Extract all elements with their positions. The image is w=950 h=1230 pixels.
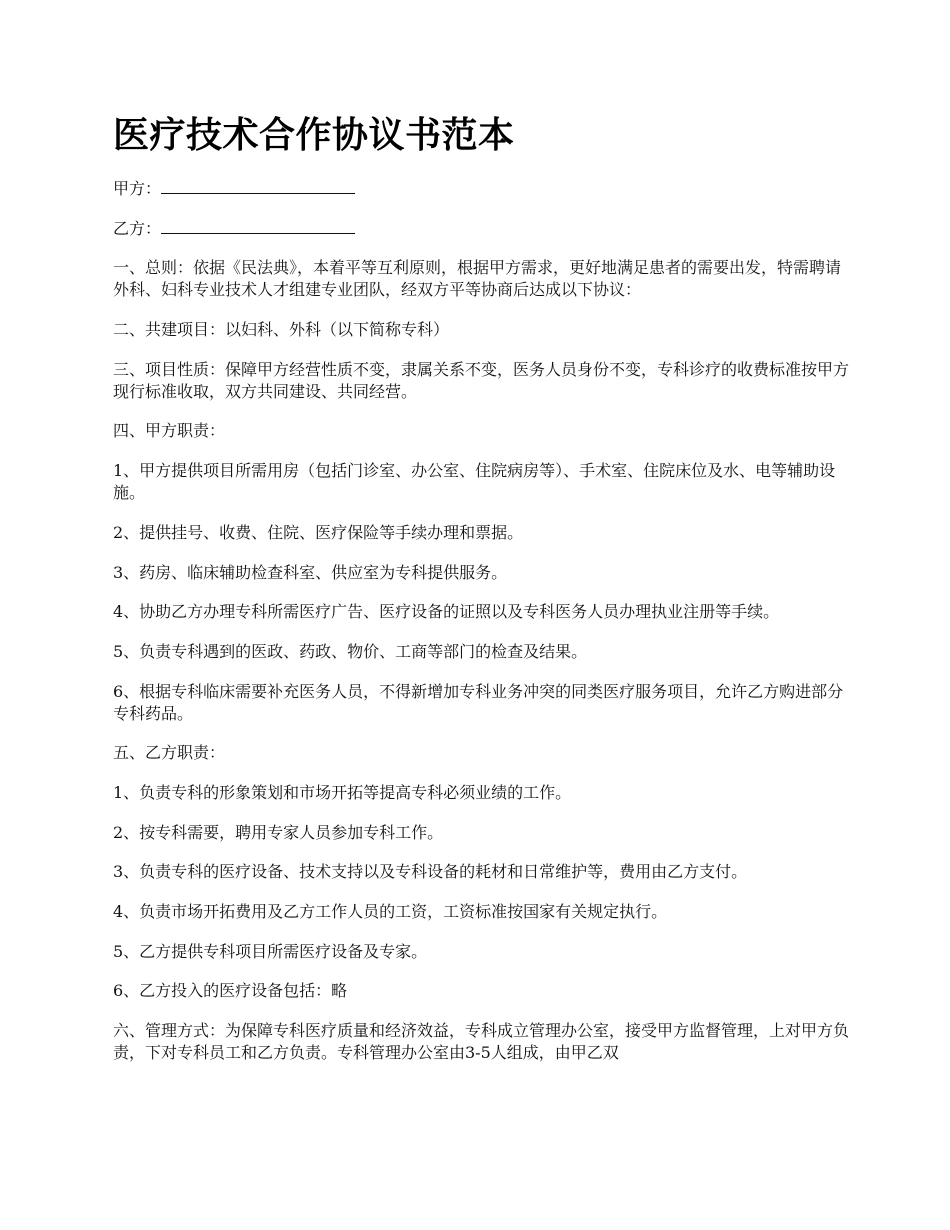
heading-party-b-duties: 五、乙方职责： [113,743,226,763]
party-a-label: 甲方： [113,179,162,198]
party-a-duty-2: 2、提供挂号、收费、住院、医疗保险等手续办理和票据。 [113,522,524,542]
party-b-duty-4: 4、负责市场开拓费用及乙方工作人员的工资，工资标准按国家有关规定执行。 [113,902,668,921]
paragraph-management: 六、管理方式：为保障专科医疗质量和经济效益，专科成立管理办公室，接受甲方监督管理，上对甲方负责，下对专科员工和乙方负责。专科管理办公室由3-5人组成，由甲乙双 [113,1021,850,1063]
party-b-duty-6: 6、乙方投入的医疗设备包括：略 [113,981,348,1001]
party-a-duty-1: 1、甲方提供项目所需用房（包括门诊室、办公室、住院病房等）、手术室、住院床位及水、电等辅助设施。 [113,461,836,503]
party-b-duty-1: 1、负责专科的形象策划和市场开拓等提高专科必须业绩的工作。 [113,782,572,802]
party-b-duty-5: 5、乙方提供专科项目所需医疗设备及专家。 [113,941,428,961]
party-a-blank [161,179,355,194]
paragraph-nature: 三、项目性质：保障甲方经营性质不变，隶属关系不变，医务人员身份不变，专科诊疗的收费标准按甲方现行标准收取，双方共同建设、共同经营。 [113,359,850,401]
party-b-line [113,218,853,240]
party-a-duty-6: 6、根据专科临床需要补充医务人员，不得新增加专科业务冲突的同类医疗服务项目，允许乙方购进部分专科药品。 [113,681,844,723]
document-title: 医疗技术合作协议书范本 [113,115,515,156]
party-b-blank [161,219,355,234]
party-a-duty-4: 4、协助乙方办理专科所需医疗广告、医疗设备的证照以及专科医务人员办理执业注册等手续。 [113,602,780,622]
party-b-label: 乙方： [113,218,162,238]
party-b-duty-2: 2、按专科需要，聘用专家人员参加专科工作。 [113,822,444,842]
party-a-duty-5: 5、负责专科遇到的医政、药政、物价、工商等部门的检查及结果。 [113,641,588,661]
party-a-line [113,178,853,200]
party-a-duty-3: 3、药房、临床辅助检查科室、供应室为专科提供服务。 [113,562,508,582]
document-body [113,178,853,1082]
paragraph-general: 一、总则：依据《民法典》，本着平等互利原则，根据甲方需求，更好地满足患者的需要出发，特需聘请外科、妇科专业技术人才组建专业团队，经双方平等协商后达成以下协议： [113,258,842,300]
party-b-duty-3: 3、负责专科的医疗设备、技术支持以及专科设备的耗材和日常维护等，费用由乙方支付。 [113,862,748,882]
heading-party-a-duties: 四、甲方职责： [113,421,226,441]
paragraph-project: 二、共建项目：以妇科、外科（以下简称专科） [113,320,450,340]
